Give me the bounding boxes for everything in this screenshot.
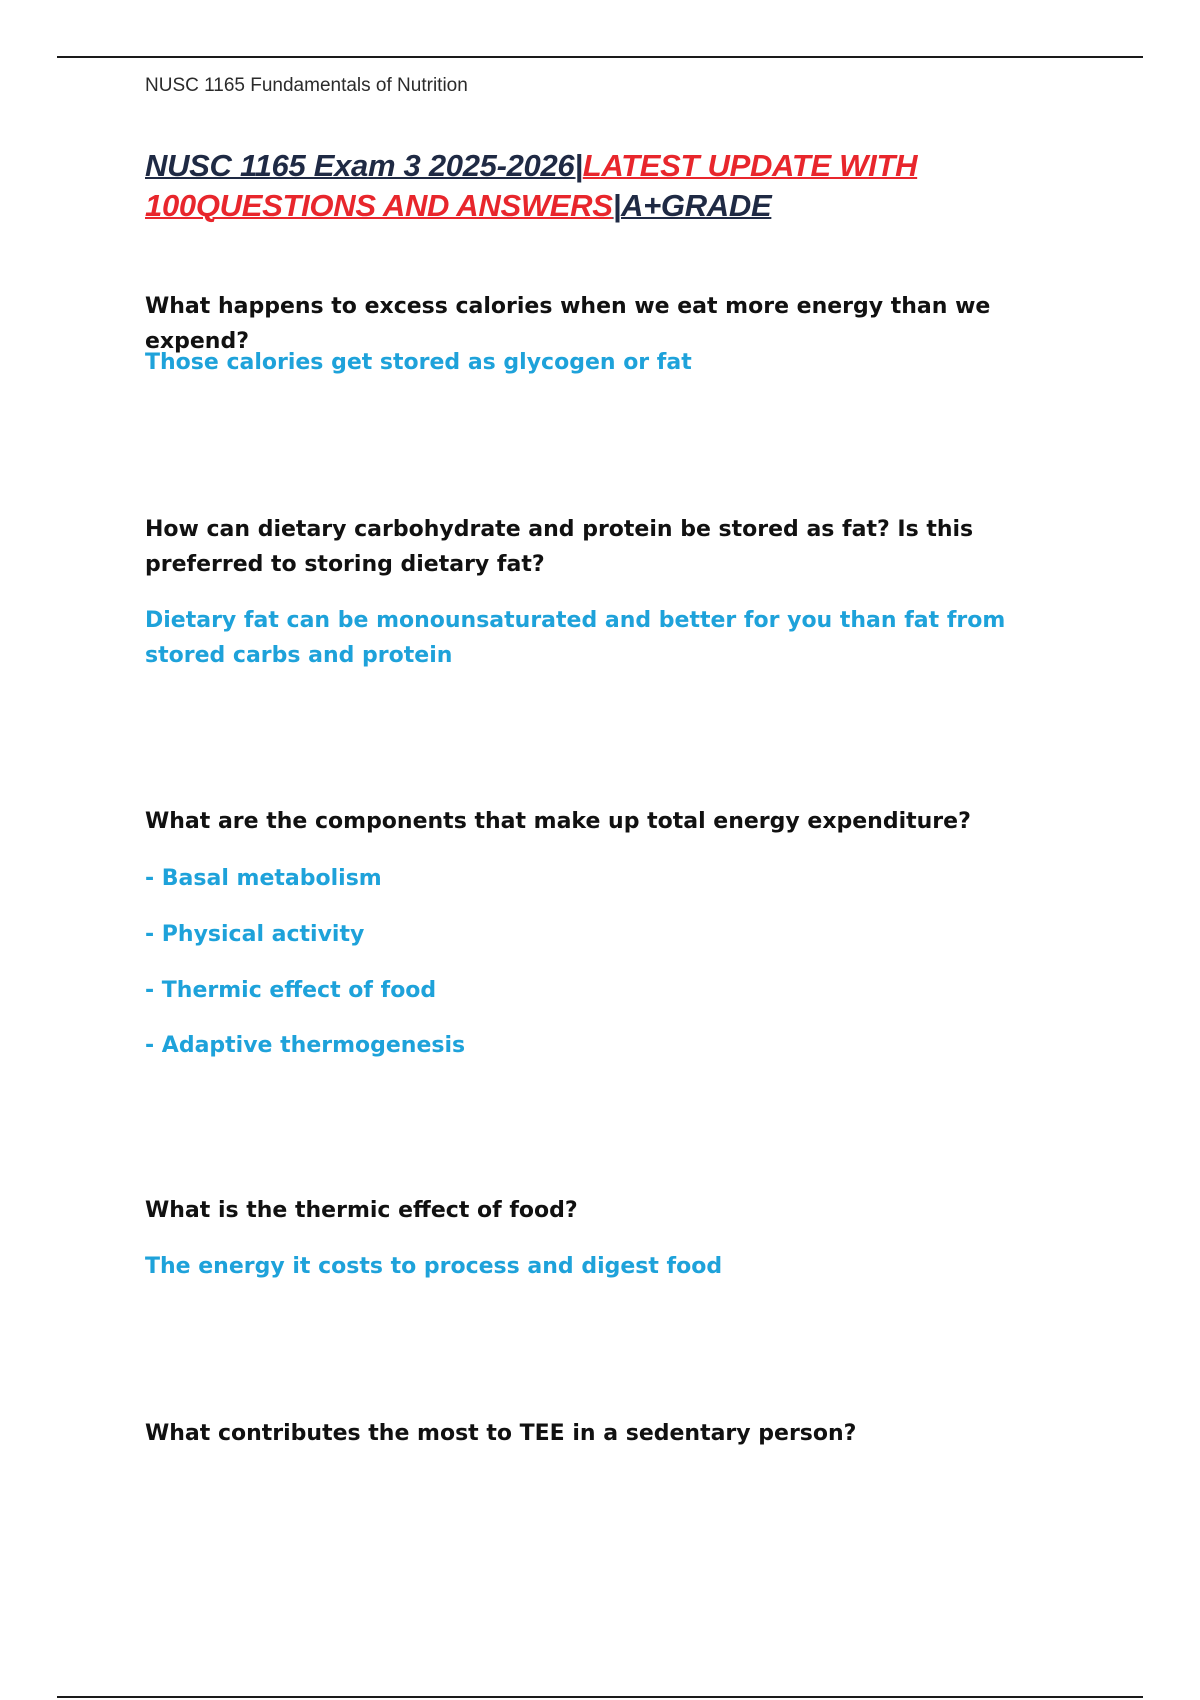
title-update: LATEST UPDATE WITH 100QUESTIONS AND ANSWERS <box>145 148 918 223</box>
title-separator: | <box>612 188 622 223</box>
answer-3-item: - Thermic effect of food <box>145 978 437 1003</box>
answer-3-item: - Adaptive thermogenesis <box>145 1033 466 1058</box>
answer-1: Those calories get stored as glycogen or fat <box>145 350 692 375</box>
question-3: What are the components that make up total energy expenditure? <box>145 809 971 834</box>
top-rule <box>57 56 1143 58</box>
answer-3-item: - Basal metabolism <box>145 866 382 891</box>
running-header: NUSC 1165 Fundamentals of Nutrition <box>145 75 468 96</box>
bottom-rule <box>57 1696 1143 1698</box>
question-4: What is the thermic effect of food? <box>145 1198 578 1223</box>
question-5: What contributes the most to TEE in a sedentary person? <box>145 1421 857 1446</box>
answer-4: The energy it costs to process and digest food <box>145 1254 723 1279</box>
answer-3-item: - Physical activity <box>145 922 365 947</box>
title-course: NUSC 1165 Exam 3 2025-2026 <box>145 148 575 183</box>
question-2: How can dietary carbohydrate and protein be stored as fat? Is this preferred to storing dietary fat? <box>145 517 974 577</box>
title-separator: | <box>574 148 583 183</box>
answer-2: Dietary fat can be monounsaturated and better for you than fat from stored carbs and protein <box>145 608 1006 668</box>
document-title <box>145 146 1045 226</box>
question-1: What happens to excess calories when we eat more energy than we expend? <box>145 294 991 354</box>
title-grade: A+GRADE <box>621 188 772 223</box>
